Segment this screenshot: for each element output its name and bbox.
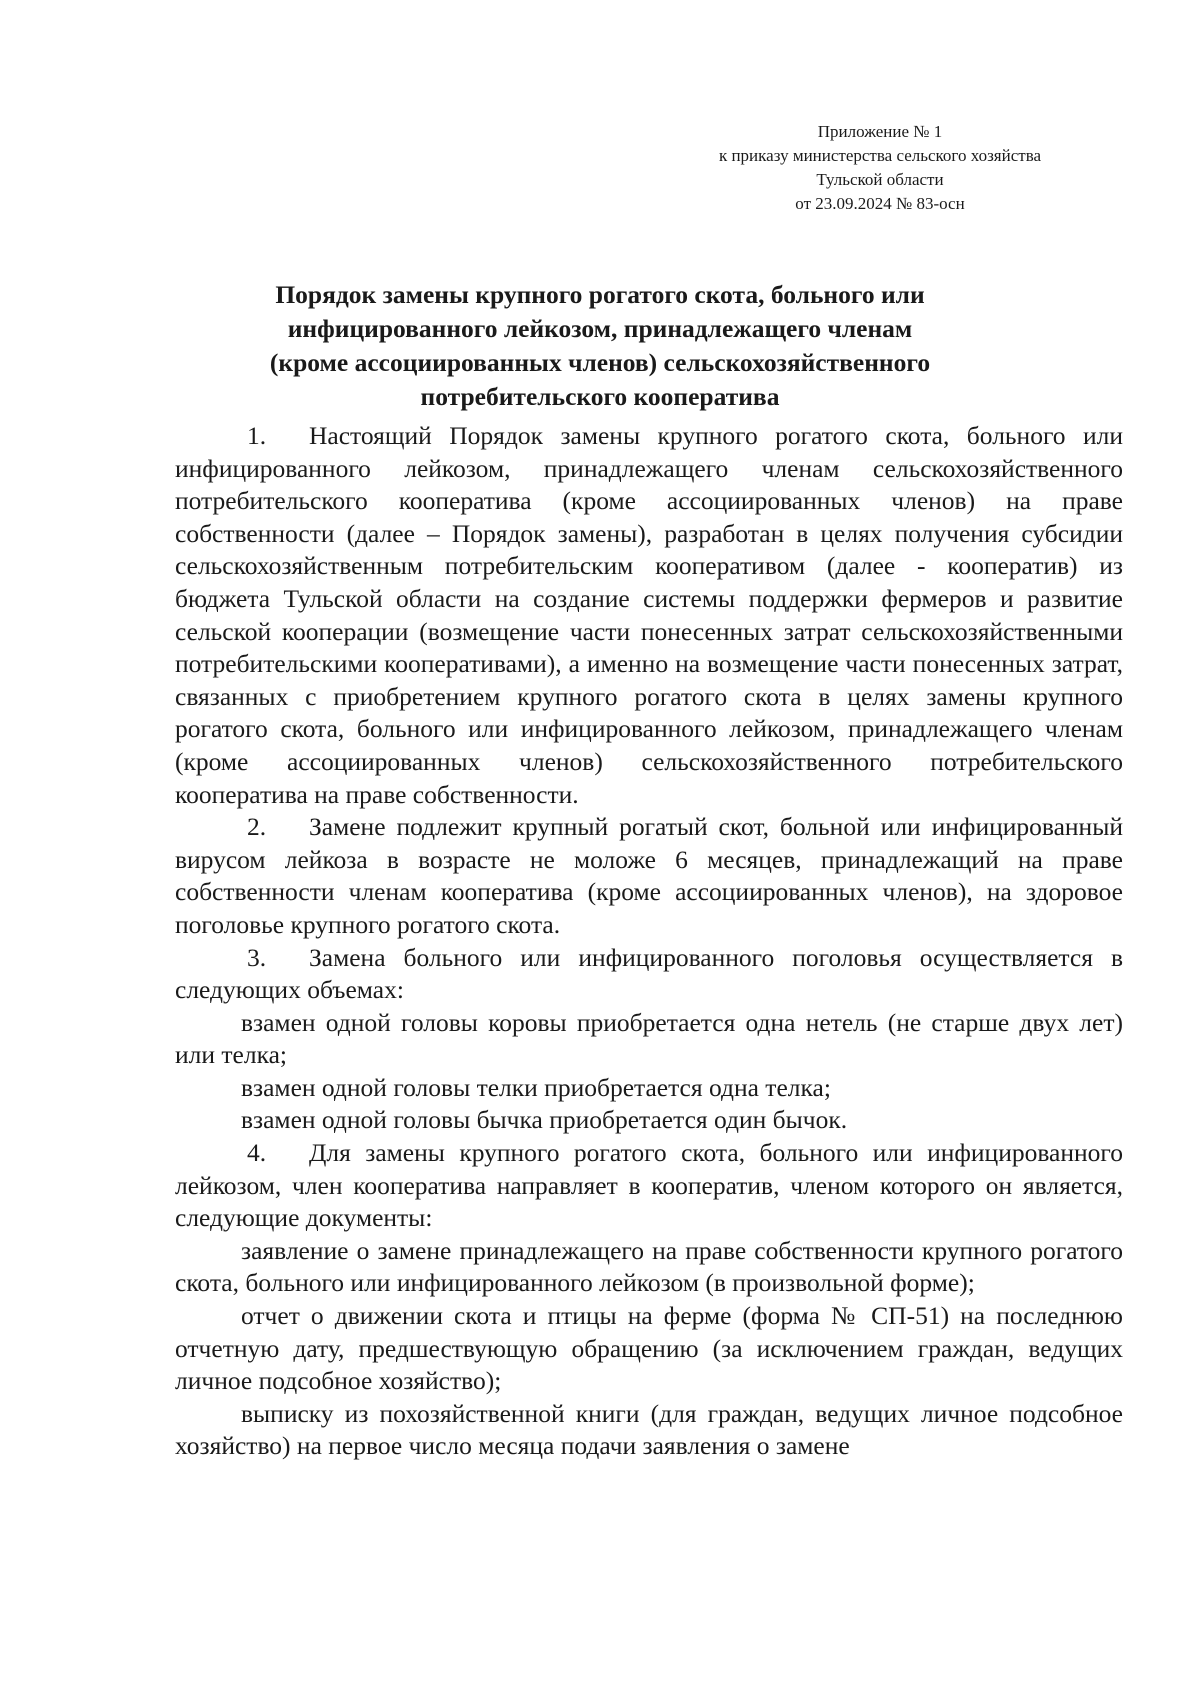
title-line-3: (кроме ассоциированных членов) сельскохозяйственного [269, 348, 931, 377]
paragraph-3 [175, 942, 1123, 1007]
paragraph-2 [175, 811, 1123, 941]
title-line-1: Порядок замены крупного рогатого скота, больного или [275, 280, 925, 309]
document-title [190, 278, 1010, 414]
paragraph-3-item-b: взамен одной головы телки приобретается одна телка; [241, 1072, 831, 1102]
paragraph-3-item-a: взамен одной головы коровы приобретается одна нетель (не старше двух лет) или телка; [175, 1007, 1123, 1070]
annex-date-number: от 23.09.2024 № 83-осн [795, 194, 965, 213]
annex-region: Тульской области [816, 170, 944, 189]
paragraph-3-item-c: взамен одной головы бычка приобретается один бычок. [241, 1105, 848, 1135]
title-line-4: потребительского кооператива [420, 382, 780, 411]
paragraph-number: 4. [247, 1138, 267, 1168]
paragraph-number: 2. [247, 812, 267, 842]
paragraph-text: Для замены крупного рогатого скота, больного или инфицированного лейкозом, член кооператива направляет в кооператив, членом которого он является, следующие документы: [175, 1138, 1123, 1233]
paragraph-4-item-a: заявление о замене принадлежащего на праве собственности крупного рогатого скота, больного или инфицированного лейкозом (в произвольной форме); [175, 1235, 1123, 1298]
paragraph-number: 1. [247, 421, 267, 450]
annex-order-ref: к приказу министерства сельского хозяйства [718, 146, 1042, 165]
paragraph-4-item-c: выписку из похозяйственной книги (для граждан, ведущих личное подсобное хозяйство) на первое число месяца подачи заявления о замене [175, 1398, 1123, 1461]
paragraph-number: 3. [247, 942, 267, 972]
title-line-2: инфицированного лейкозом, принадлежащего членам [287, 314, 913, 343]
annex-number: Приложение № 1 [817, 122, 943, 141]
paragraph-text: Настоящий Порядок замены крупного рогатого скота, больного или инфицированного лейкозом, принадлежащего членам сельскохозяйственного потребительского кооператива (кроме ассоциированных членов) на праве собственности (далее – Порядок замены), разработан в целях получения субсидии сельскохозяйственным потребительским кооперативом (далее - кооператив) из бюджета Тульской области на создание системы поддержки фермеров и развитие сельской кооперации (возмещение части понесенных затрат сельскохозяйственными потребительскими кооперативами), а именно на возмещение части понесенных затрат, связанных с приобретением крупного рогатого скота в целях замены крупного рогатого скота, больного или инфицированного лейкозом, принадлежащего членам (кроме ассоциированных членов) сельскохозяйственного потребительского кооператива на праве собственности. [175, 421, 1123, 809]
paragraph-1 [175, 420, 1123, 811]
document-body [175, 420, 1123, 1463]
paragraph-text: Замена больного или инфицированного поголовья осуществляется в следующих объемах: [175, 942, 1123, 1005]
paragraph-4 [175, 1137, 1123, 1235]
paragraph-text: Замене подлежит крупный рогатый скот, больной или инфицированный вирусом лейкоза в возрасте не моложе 6 месяцев, принадлежащий на праве собственности членам кооператива (кроме ассоциированных членов), на здоровое поголовье крупного рогатого скота. [175, 812, 1123, 939]
annex-header [660, 120, 1100, 216]
paragraph-4-item-b: отчет о движении скота и птицы на ферме (форма № СП-51) на последнюю отчетную дату, предшествующую обращению (за исключением граждан, ведущих личное подсобное хозяйство); [175, 1301, 1123, 1396]
